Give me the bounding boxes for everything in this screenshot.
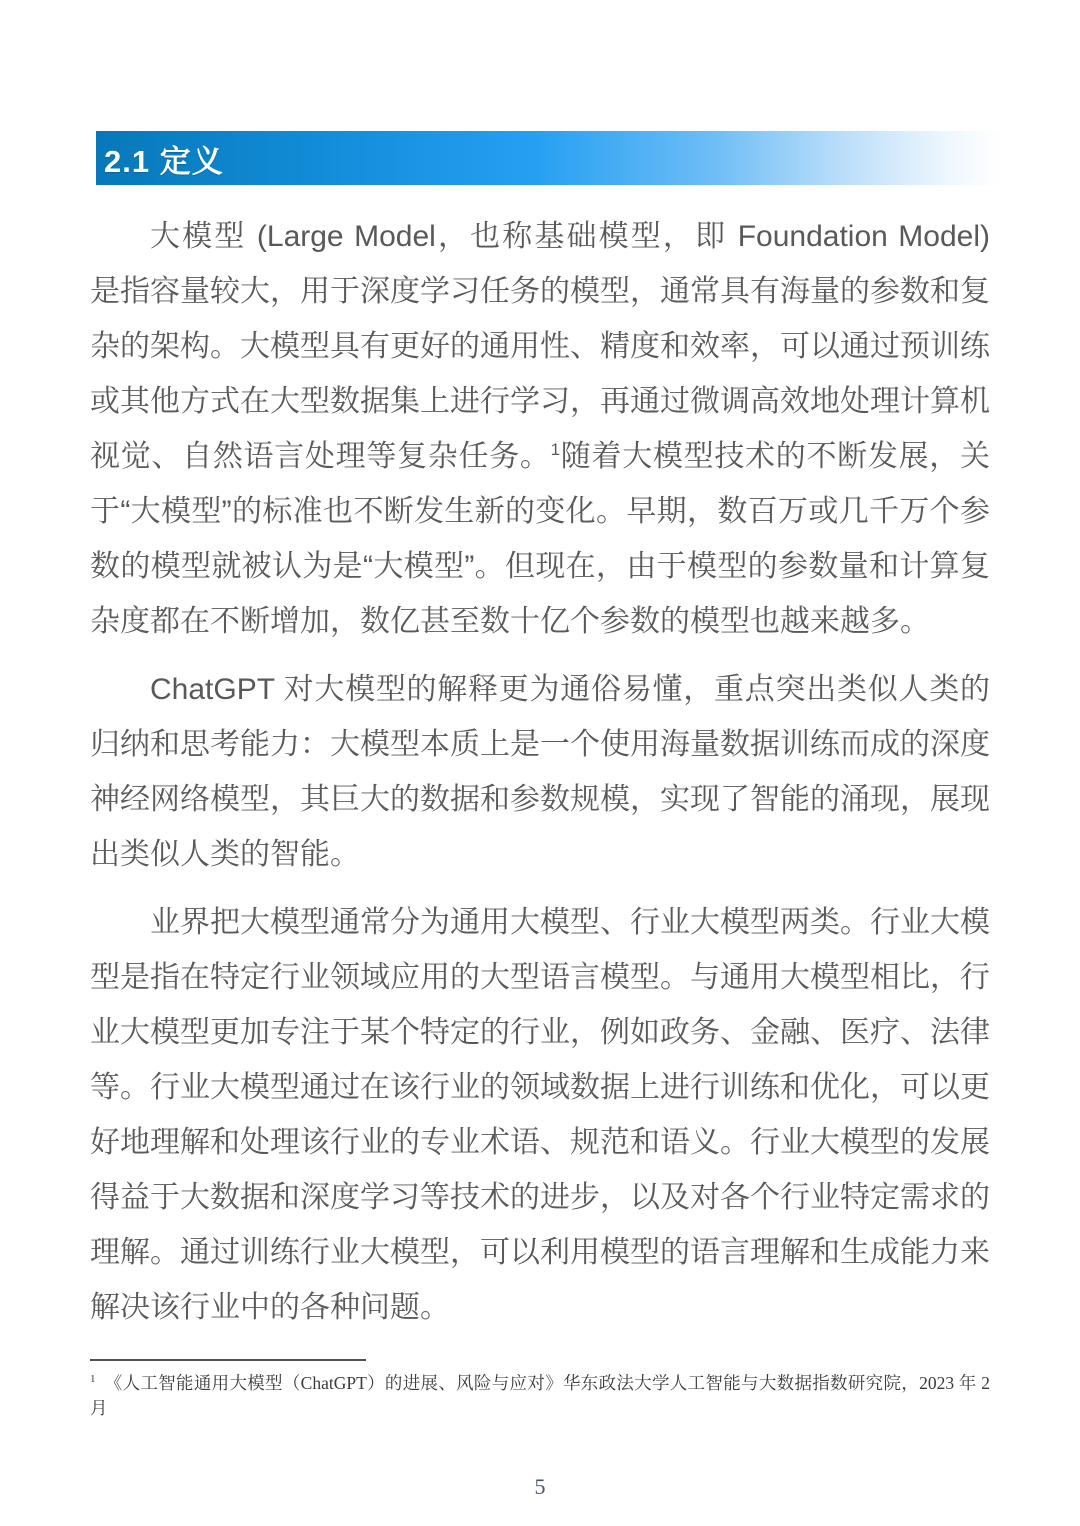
page-number: 5 (534, 1474, 546, 1499)
footnote-separator (90, 1359, 366, 1361)
footnote (90, 1371, 990, 1422)
paragraph-2: ChatGPT 对大模型的解释更为通俗易懂，重点突出类似人类的归纳和思考能力：大模型本质上是一个使用海量数据训练而成的深度神经网络模型，其巨大的数据和参数规模，实现了智能的涌现，展现出类似人类的智能。 (90, 673, 990, 871)
paragraph-1-text-after-footnote-ref: 随着大模型技术的不断发展，关于“大模型”的标准也不断发生新的变化。早期，数百万或几千万个参数的模型就被认为是“大模型”。但现在，由于模型的参数量和计算复杂度都在不断增加，数亿甚至数十亿个参数的模型也越来越多。 (90, 440, 991, 638)
footnote-ref: 1 (550, 440, 561, 459)
footnote-text: 《人工智能通用大模型（ChatGPT）的进展、风险与应对》华东政法大学人工智能与大数据指数研究院，2023 年 2 月 (90, 1373, 990, 1419)
section-heading: 2.1 定义 (104, 143, 224, 179)
section-heading-bar (96, 131, 1002, 185)
page-body (90, 209, 990, 1439)
paragraph-1 (90, 209, 990, 649)
paragraph-1-text-before-footnote-ref: 大模型 (Large Model，也称基础模型，即 Foundation Model) 是指容量较大，用于深度学习任务的模型，通常具有海量的参数和复杂的架构。大模型具有更好的通用性、精度和效率，可以通过预训练或其他方式在大型数据集上进行学习，再通过微调高效地处理计算机视觉、自然语言处理等复杂任务。 (90, 220, 990, 473)
paragraph-3: 业界把大模型通常分为通用大模型、行业大模型两类。行业大模型是指在特定行业领域应用的大型语言模型。与通用大模型相比，行业大模型更加专注于某个特定的行业，例如政务、金融、医疗、法律等。行业大模型通过在该行业的领域数据上进行训练和优化，可以更好地理解和处理该行业的专业术语、规范和语义。行业大模型的发展得益于大数据和深度学习等技术的进步，以及对各个行业特定需求的理解。通过训练行业大模型，可以利用模型的语言理解和生成能力来解决该行业中的各种问题。 (90, 906, 990, 1324)
footnote-marker: 1 (90, 1373, 96, 1386)
